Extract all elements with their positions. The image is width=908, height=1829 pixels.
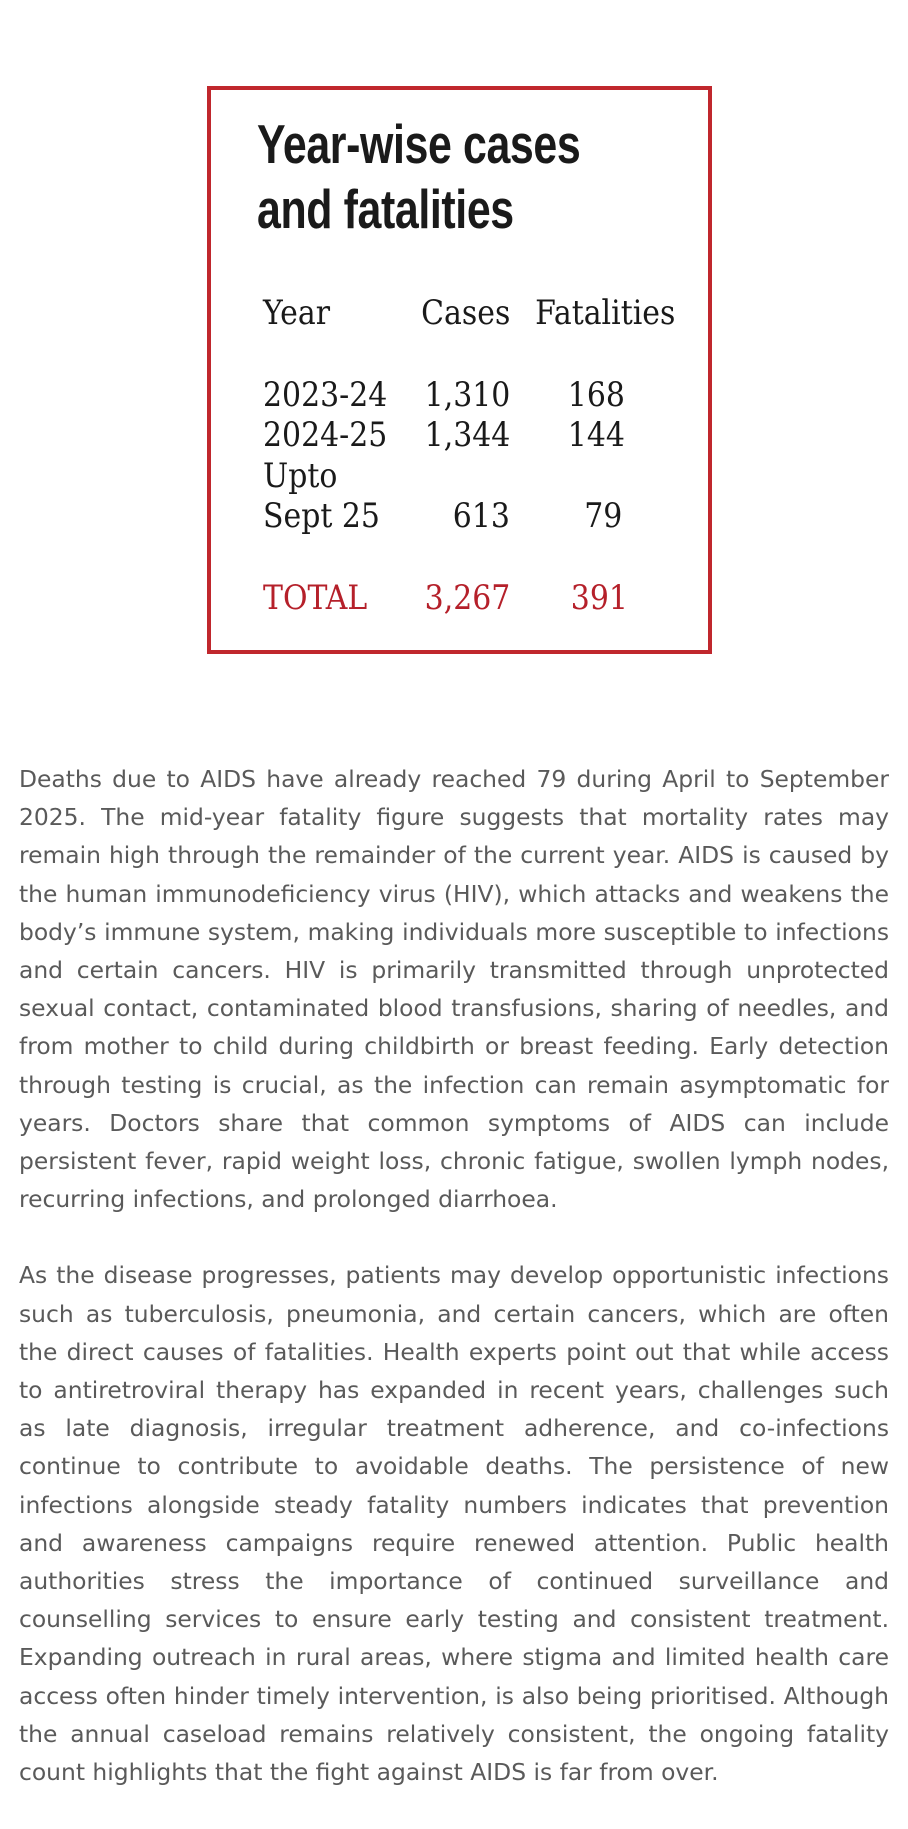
total-fatalities: 391: [570, 578, 628, 618]
row-fatalities: 79: [583, 496, 622, 536]
total-label: TOTAL: [263, 578, 368, 618]
infographic-title-line-1: Year-wise cases: [257, 113, 581, 175]
row-cases: 613: [452, 496, 510, 536]
infographic-title: [257, 112, 580, 242]
row-cases: 1,310: [424, 375, 510, 415]
row-year: 2023-24: [263, 375, 388, 415]
row-fatalities: 168: [567, 375, 625, 415]
article-paragraph: Deaths due to AIDS have already reached 79 during April to September 2025. The mid-year fatality figure suggests that mortality rates may remain high through the remainder of the current year. AIDS is caused by the human immunodeficiency virus (HIV), which attacks and weakens the body’s immune system, making individuals more susceptible to infections and certain cancers. HIV is primarily transmitted through unprotected sexual contact, contaminated blood transfusions, sharing of needles, and from mother to child during childbirth or breast feeding. Early detection through testing is crucial, as the infection can remain asymptomatic for years. Doctors share that common symptoms of AIDS can include persistent fever, rapid weight loss, chronic fatigue, swollen lymph nodes, recurring infections, and prolonged diarrhoea.: [19, 765, 889, 1214]
article-paragraph: As the disease progresses, patients may develop opportunistic infections such as tuberculosis, pneumonia, and certain cancers, which are often the direct causes of fatalities. Health experts point out that while access to antiretroviral therapy has expanded in recent years, challenges such as late diagnosis, irregular treatment adherence, and co-infections continue to contribute to avoidable deaths. The persistence of new infections alongside steady fatality numbers indicates that prevention and awareness campaigns require renewed attention. Public health authorities stress the importance of continued surveillance and counselling services to ensure early testing and consistent treatment. Expanding outreach in rural areas, where stigma and limited health care access often hinder timely intervention, is also being prioritised. Although the annual caseload remains relatively consistent, the ongoing fatality count highlights that the fight against AIDS is far from over.: [19, 1261, 889, 1787]
header-fatalities: Fatalities: [534, 293, 675, 333]
infographic-title-line-2: and fatalities: [257, 178, 514, 240]
header-cases: Cases: [420, 293, 510, 333]
row-year: 2024-25: [263, 415, 388, 455]
row-cases: 1,344: [424, 415, 510, 455]
year-wise-infographic: [207, 86, 712, 654]
article-body: [19, 760, 889, 1829]
row-year: Sept 25: [263, 496, 380, 536]
row-fatalities: 144: [567, 415, 625, 455]
header-year: Year: [263, 293, 331, 333]
total-cases: 3,267: [424, 578, 510, 618]
row-year-prefix: Upto: [263, 456, 338, 496]
